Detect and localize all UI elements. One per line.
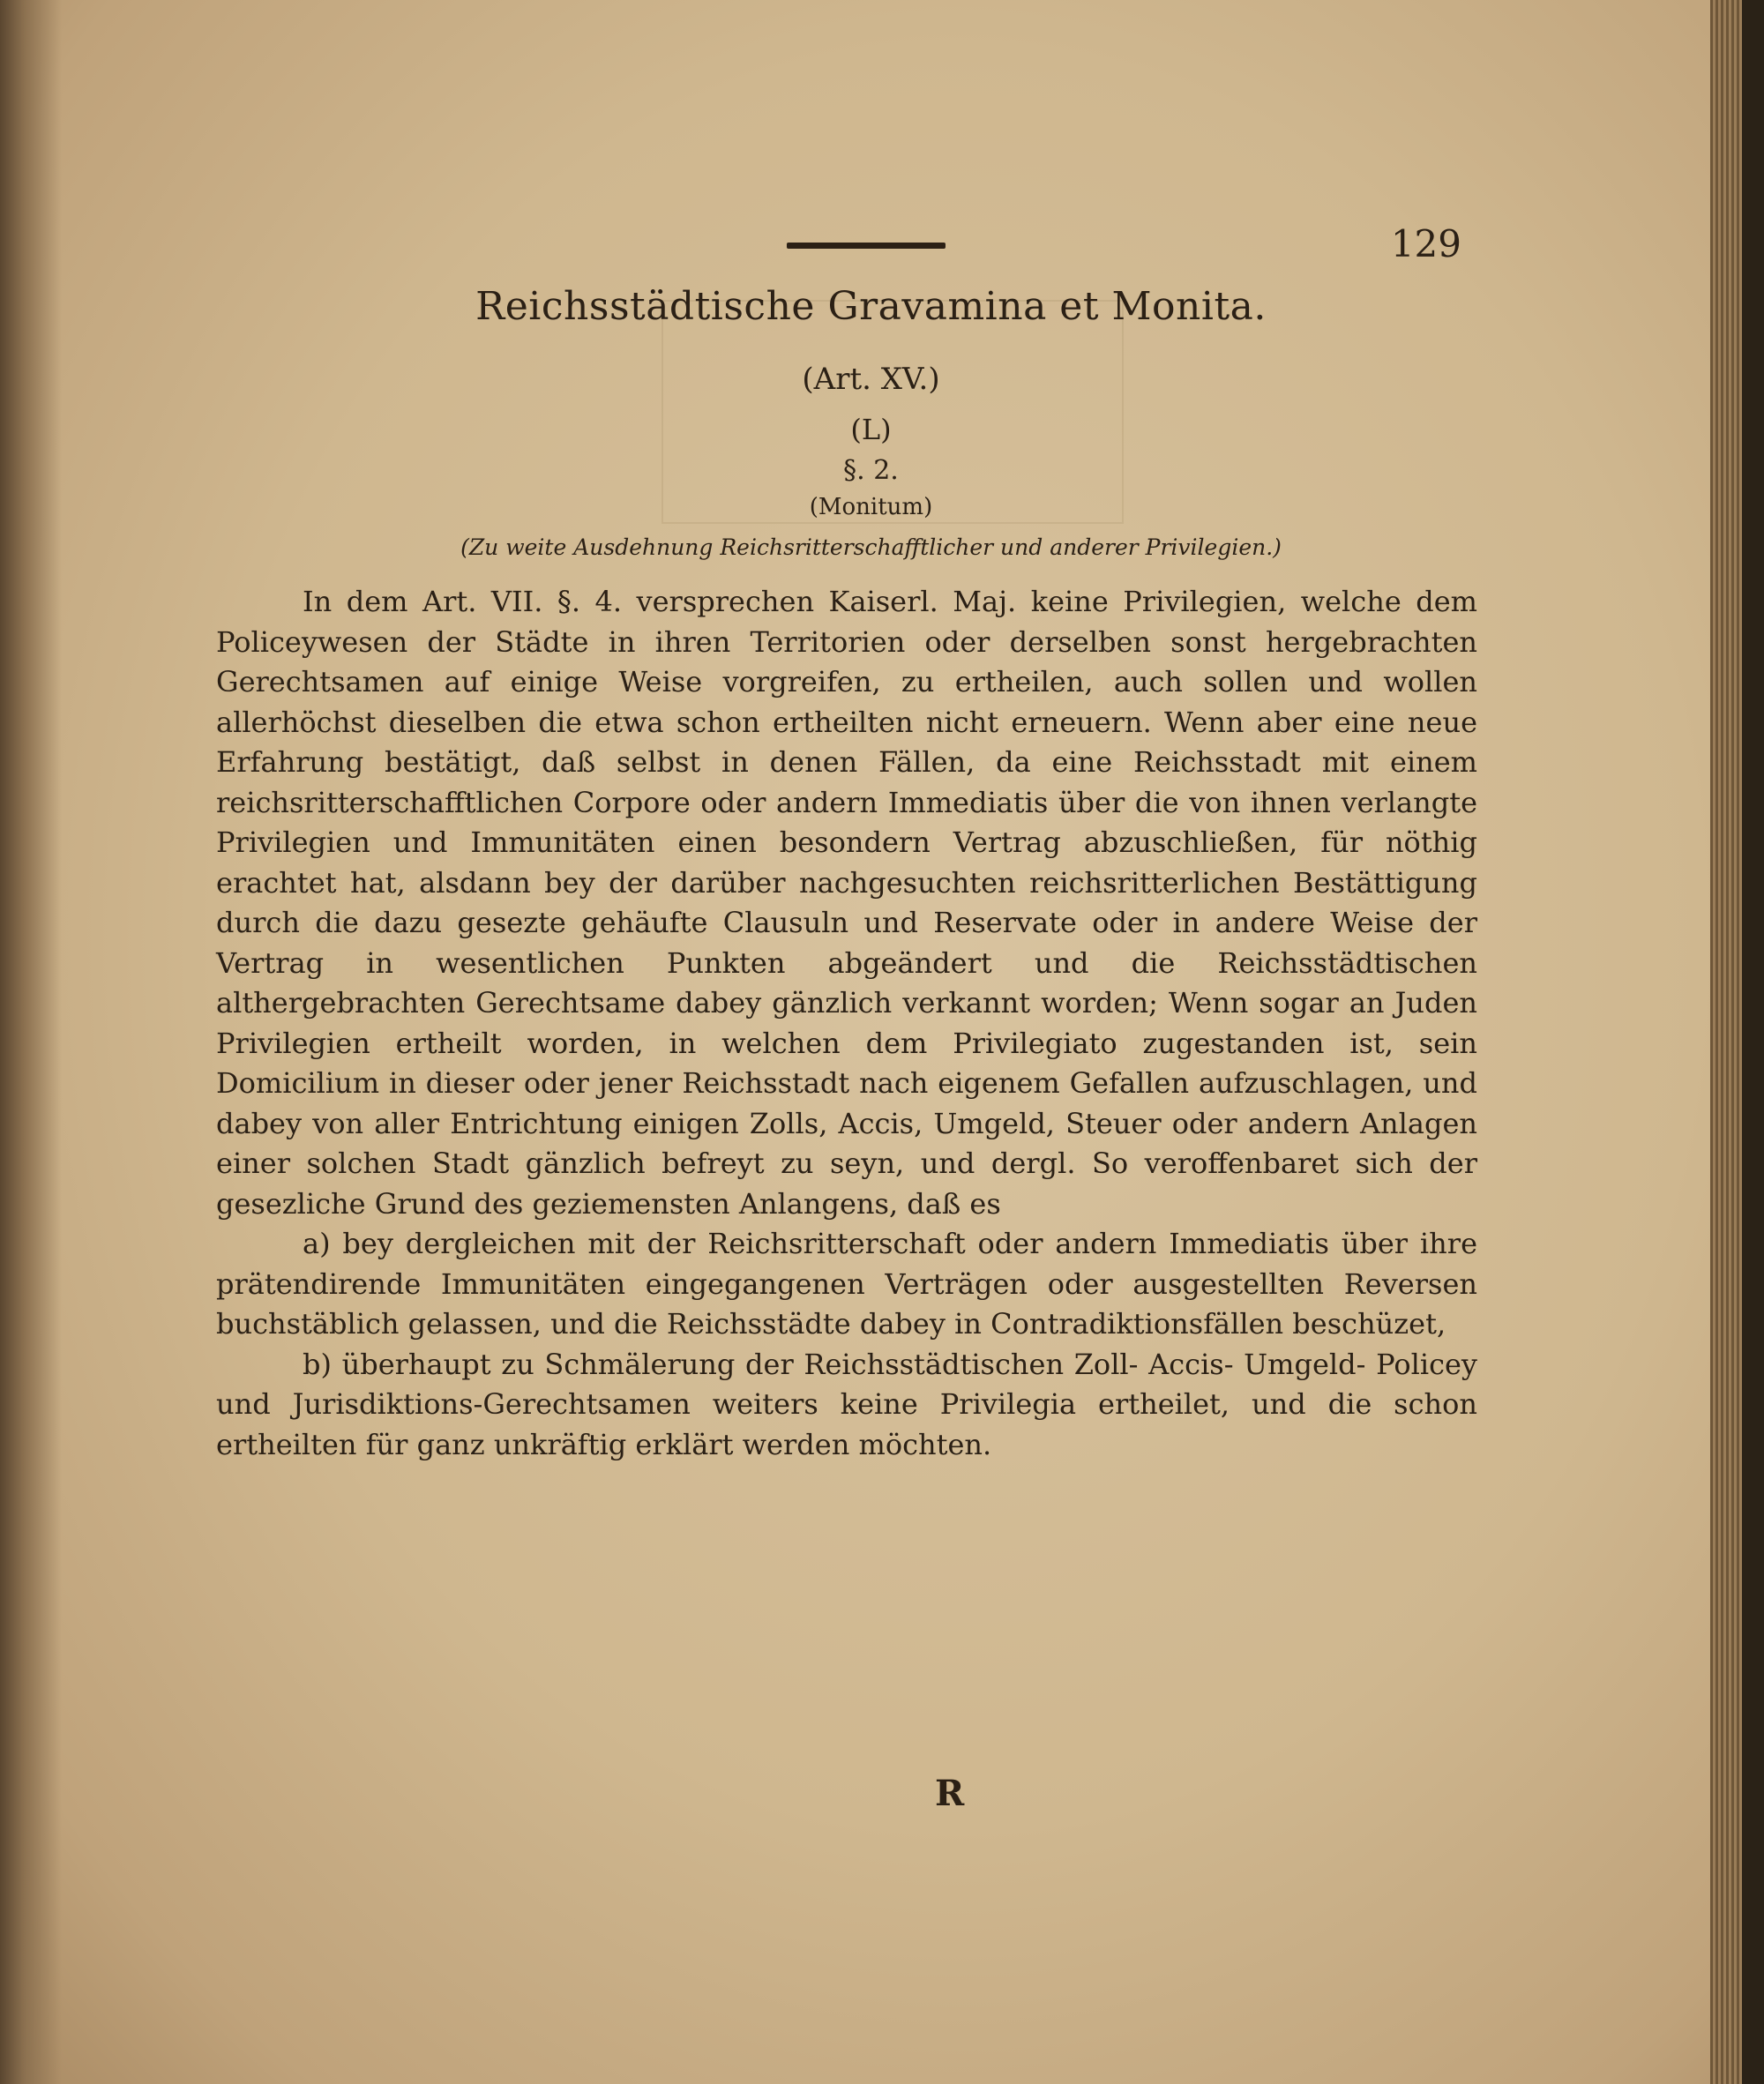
- monitum-heading: (Monitum): [809, 494, 933, 520]
- signature-mark: R: [935, 1773, 965, 1814]
- body-text: [216, 582, 1477, 1465]
- list-item-b: b) überhaupt zu Schmälerung der Reichsstädtischen Zoll- Accis- Umgeld- Policey und Jurisdiktions-Gerechtsamen weiters keine Privilegia ertheilet, und die schon ertheilten für ganz unkräftig erklärt werden möchten.: [216, 1347, 1477, 1461]
- main-paragraph: In dem Art. VII. §. 4. versprechen Kaiserl. Maj. keine Privilegien, welche dem Policeywesen der Städte in ihren Territorien oder derselben sonst hergebrachten Gerechtsamen auf einige Weise vorgreifen, zu ertheilen, auch sollen und wollen allerhöchst dieselben die etwa schon ertheilten nicht erneuern. Wenn aber eine neue Erfahrung bestätigt, daß selbst in denen Fällen, da eine Reichsstadt mit einem reichsritterschafftlichen Corpore oder andern Immediatis über die von ihnen verlangte Privilegien und Immunitäten einen besondern Vertrag abzuschließen, für nöthig erachtet hat, alsdann bey der darüber nachgesuchten reichsritterlichen Bestättigung durch die dazu gesezte gehäufte Clausuln und Reservate oder in andere Weise der Vertrag in wesentlichen Punkten abgeändert und die Reichsstädtischen althergebrachten Gerechtsame dabey gänzlich verkannt worden; Wenn sogar an Juden Privilegien ertheilt worden, in welchen dem Privilegiato zugestanden ist, sein Domicilium in dieser oder jener Reichsstadt nach eigenem Gefallen aufzuschlagen, und dabey von aller Entrichtung einigen Zolls, Accis, Umgeld, Steuer oder andern Anlagen einer solchen Stadt gänzlich befreyt zu seyn, und dergl. So veroffenbaret sich der gesezliche Grund des geziemensten Anlangens, daß es: [216, 585, 1477, 1221]
- subtitle: (Zu weite Ausdehnung Reichsritterschafftlicher und anderer Privilegien.): [460, 534, 1282, 560]
- article-heading: (Art. XV.): [802, 362, 940, 397]
- bleed-through-shadow: [662, 300, 1124, 524]
- page-title: Reichsstädtische Gravamina et Monita.: [475, 284, 1267, 329]
- list-item-a: a) bey dergleichen mit der Reichsritterschaft oder andern Immediatis über ihre prätendirende Immunitäten eingegangenen Verträgen oder ausgestellten Reversen buchstäblich gelassen, und die Reichsstädte dabey in Contradiktionsfällen beschüzet,: [216, 1227, 1477, 1341]
- section-heading: §. 2.: [843, 455, 899, 486]
- page-number: 129: [1390, 222, 1461, 265]
- header-rule: [787, 243, 946, 249]
- letter-heading: (L): [850, 413, 892, 446]
